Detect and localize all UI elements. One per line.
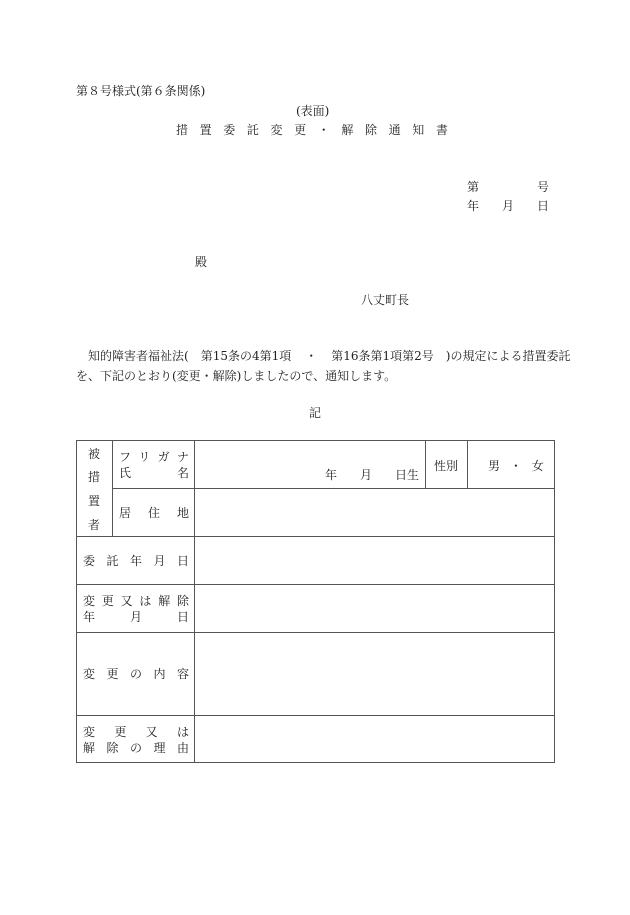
label-char: 更 — [106, 667, 119, 681]
label-char: 日 — [176, 610, 189, 624]
document-title — [176, 123, 448, 137]
law-name: 知的障害者福祉法( — [88, 349, 189, 363]
label-char: 委 — [83, 554, 96, 568]
commission-date-field[interactable] — [195, 537, 554, 584]
gender-options[interactable] — [488, 459, 544, 473]
label-char: の — [129, 667, 142, 681]
title-char: 解 — [341, 123, 354, 137]
label-char: 変 — [83, 725, 96, 739]
label-char: は — [139, 594, 152, 608]
commission-date-label — [83, 554, 189, 568]
address-char: 地 — [176, 506, 189, 520]
title-char: 託 — [246, 123, 259, 137]
article-a: 第15条の4第1項 — [200, 349, 292, 363]
name-char: 氏 — [119, 466, 132, 480]
label-char: 変 — [83, 667, 96, 681]
label-char: 更 — [101, 594, 114, 608]
gender-separator: ・ — [509, 459, 522, 473]
change-content-field[interactable] — [195, 633, 554, 715]
title-char: 置 — [199, 123, 212, 137]
label-char: 月 — [129, 610, 142, 624]
date-month: 月 — [501, 199, 514, 213]
furigana-label — [119, 450, 189, 464]
label-char: 除 — [106, 741, 119, 755]
address-field[interactable] — [195, 489, 554, 536]
birth-month: 月 — [359, 468, 372, 482]
label-char: 解 — [83, 741, 96, 755]
body-line-1-end: )の規定による措置委託 — [445, 349, 571, 363]
label-char: 解 — [158, 594, 171, 608]
subject-label-char: 置 — [88, 494, 101, 508]
title-char: ・ — [317, 123, 330, 137]
doc-number-suffix: 号 — [536, 180, 549, 194]
label-char: 変 — [83, 594, 96, 608]
change-date-label-line1 — [83, 594, 189, 608]
label-char: 又 — [120, 594, 133, 608]
change-content-label — [83, 667, 189, 681]
furigana-char: ナ — [176, 450, 189, 464]
form-number: 第８号様式(第６条関係) — [76, 84, 206, 98]
document-number — [467, 180, 549, 194]
address-char: 居 — [119, 506, 132, 520]
subject-label-char: 被 — [88, 447, 101, 461]
furigana-char: ガ — [157, 450, 170, 464]
title-char: 書 — [435, 123, 448, 137]
body-line-2: を、下記のとおり(変更・解除)しましたので、通知します。 — [76, 369, 397, 383]
address-label — [119, 506, 189, 520]
doc-number-prefix: 第 — [467, 180, 480, 194]
label-char: 月 — [153, 554, 166, 568]
column-divider — [112, 440, 113, 536]
name-label — [119, 466, 189, 480]
body-line-1 — [76, 349, 571, 363]
label-char: 年 — [129, 554, 142, 568]
title-char: 通 — [388, 123, 401, 137]
gender-label: 性別 — [434, 459, 459, 473]
change-date-label-line2 — [83, 610, 189, 624]
furigana-char: フ — [119, 450, 132, 464]
change-date-field[interactable] — [195, 585, 554, 632]
subject-label-char: 措 — [88, 470, 101, 484]
title-char: 除 — [365, 123, 378, 137]
title-char: 知 — [412, 123, 425, 137]
label-char: は — [176, 725, 189, 739]
addressee-suffix: 殿 — [195, 255, 208, 269]
subject-label-char: 者 — [88, 518, 101, 532]
article-separator: ・ — [305, 349, 318, 363]
title-char: 措 — [176, 123, 189, 137]
name-char: 名 — [176, 466, 189, 480]
gender-male[interactable]: 男 — [488, 459, 501, 473]
issue-date — [467, 199, 549, 213]
birth-date — [325, 468, 419, 482]
title-char: 変 — [270, 123, 283, 137]
reason-label-line1 — [83, 725, 189, 739]
label-char: 年 — [83, 610, 96, 624]
date-day: 日 — [536, 199, 549, 213]
reason-label-line2 — [83, 741, 189, 755]
reason-field[interactable] — [195, 716, 554, 762]
gender-female[interactable]: 女 — [531, 459, 544, 473]
column-divider — [425, 440, 426, 488]
label-char: 由 — [176, 741, 189, 755]
ki-label: 記 — [309, 406, 322, 420]
title-char: 更 — [294, 123, 307, 137]
birth-day: 日生 — [394, 468, 419, 482]
issuer: 八丈町長 — [361, 293, 410, 307]
label-char: 内 — [153, 667, 166, 681]
label-char: 又 — [145, 725, 158, 739]
label-char: 託 — [106, 554, 119, 568]
label-char: 日 — [176, 554, 189, 568]
birth-year: 年 — [325, 468, 338, 482]
label-char: 容 — [176, 667, 189, 681]
side-label: (表面) — [296, 104, 330, 118]
label-char: 更 — [114, 725, 127, 739]
label-char: 理 — [153, 741, 166, 755]
title-char: 委 — [223, 123, 236, 137]
furigana-char: リ — [138, 450, 151, 464]
label-char: の — [129, 741, 142, 755]
column-divider — [467, 440, 468, 488]
date-year: 年 — [467, 199, 480, 213]
article-b: 第16条第1項第2号 — [331, 349, 434, 363]
label-char: 除 — [176, 594, 189, 608]
address-char: 住 — [147, 506, 160, 520]
